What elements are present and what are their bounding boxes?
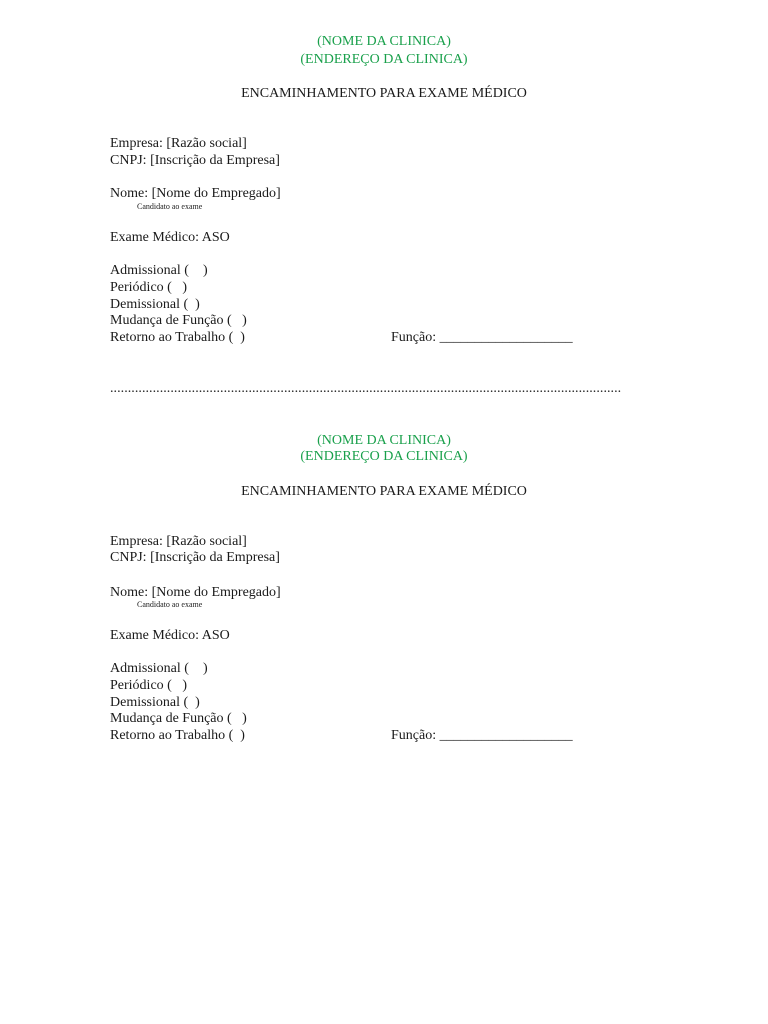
option-retorno-trabalho: Retorno ao Trabalho ( ): [110, 728, 245, 743]
form-title: ENCAMINHAMENTO PARA EXAME MÉDICO: [241, 484, 527, 499]
funcao-field: Função: ___________________: [391, 330, 573, 345]
funcao-field: Função: ___________________: [391, 728, 573, 743]
option-mudanca-funcao: Mudança de Função ( ): [110, 313, 247, 328]
nome-caption: Candidato ao exame: [137, 202, 203, 211]
clinic-name: (NOME DA CLINICA): [317, 34, 451, 49]
cnpj-line: CNPJ: [Inscrição da Empresa]: [110, 153, 280, 168]
cnpj-line: CNPJ: [Inscrição da Empresa]: [110, 550, 280, 565]
nome-line: Nome: [Nome do Empregado]: [110, 585, 281, 600]
cut-line: ................................................................................................................................................: [110, 381, 622, 396]
option-demissional: Demissional ( ): [110, 297, 200, 312]
clinic-address: (ENDEREÇO DA CLINICA): [300, 52, 468, 67]
option-admissional: Admissional ( ): [110, 661, 208, 676]
empresa-line: Empresa: [Razão social]: [110, 534, 247, 549]
option-demissional: Demissional ( ): [110, 695, 200, 710]
exame-line: Exame Médico: ASO: [110, 628, 230, 643]
option-mudanca-funcao: Mudança de Função ( ): [110, 711, 247, 726]
empresa-line: Empresa: [Razão social]: [110, 136, 247, 151]
option-admissional: Admissional ( ): [110, 263, 208, 278]
form-title: ENCAMINHAMENTO PARA EXAME MÉDICO: [241, 86, 527, 101]
option-periodico: Periódico ( ): [110, 280, 187, 295]
referral-form-1: [0, 0, 768, 360]
clinic-name: (NOME DA CLINICA): [317, 433, 451, 448]
nome-caption: Candidato ao exame: [137, 600, 203, 609]
option-periodico: Periódico ( ): [110, 678, 187, 693]
clinic-address: (ENDEREÇO DA CLINICA): [300, 449, 468, 464]
option-retorno-trabalho: Retorno ao Trabalho ( ): [110, 330, 245, 345]
nome-line: Nome: [Nome do Empregado]: [110, 186, 281, 201]
exame-line: Exame Médico: ASO: [110, 230, 230, 245]
referral-form-2: [0, 399, 768, 759]
